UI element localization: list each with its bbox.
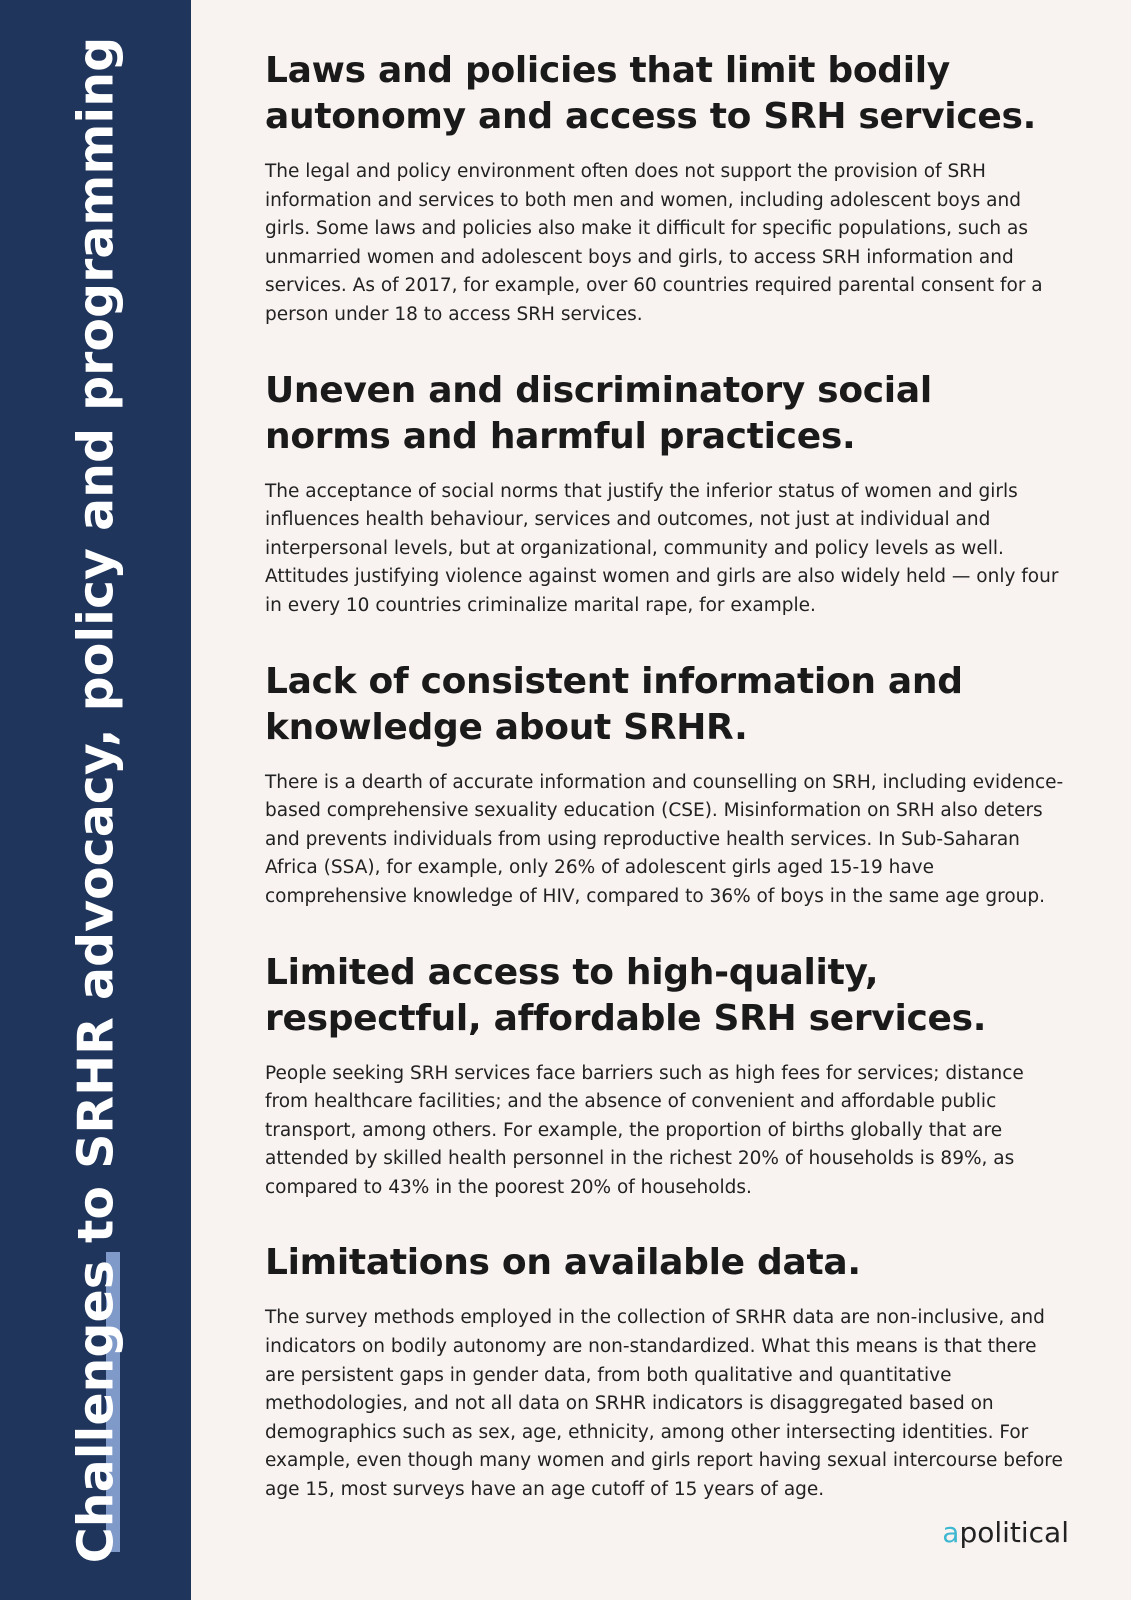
section-information-knowledge <box>265 659 1065 912</box>
logo-accent-letter: a <box>942 1516 960 1549</box>
section-body: The acceptance of social norms that justify the inferior status of women and girls influences health behaviour, services and outcomes, not just at individual and interpersonal levels, but at organizational, community and policy levels as well. Attitudes justifying violence against women and girls are also widely held — only four in every 10 countries criminalize marital rape, for example. <box>265 480 1059 616</box>
apolitical-logo <box>942 1516 1069 1549</box>
logo-wordmark: political <box>959 1516 1069 1549</box>
section-body: The survey methods employed in the collection of SRHR data are non-inclusive, and indicators on bodily autonomy are non-standardized. What this means is that there are persistent gaps in gender data, from both qualitative and quantitative methodologies, and not all data on SRHR indicators is disaggregated based on demographics such as sex, age, ethnicity, among other intersecting identities. For example, even though many women and girls report having sexual intercourse before age 15, most surveys have an age cutoff of 15 years of age. <box>265 1307 1063 1501</box>
section-laws-policies <box>265 48 1065 330</box>
section-heading: Limited access to high-quality, respectful, affordable SRH services. <box>265 951 987 1039</box>
main-content <box>265 48 1065 1543</box>
section-body: There is a dearth of accurate information and counselling on SRH, including evidence-based comprehensive sexuality education (CSE). Misinformation on SRH also deters and prevents individuals from using reproductive health services. In Sub-Saharan Africa (SSA), for example, only 26% of adolescent girls aged 15-19 have comprehensive knowledge of HIV, compared to 36% of boys in the same age group. <box>265 771 1064 907</box>
section-heading: Uneven and discriminatory social norms and harmful practices. <box>265 369 932 457</box>
section-access-services <box>265 950 1065 1203</box>
section-body: The legal and policy environment often does not support the provision of SRH information and services to both men and women, including adolescent boys and girls. Some laws and policies also make it difficult for specific populations, such as unmarried women and adolescent boys and girls, to access SRH information and services. As of 2017, for example, over 60 countries required parental consent for a person under 18 to access SRH services. <box>265 161 1043 325</box>
section-body: People seeking SRH services face barriers such as high fees for services; distance from healthcare facilities; and the absence of convenient and affordable public transport, among others. For example, the proportion of births globally that are attended by skilled health personnel in the richest 20% of households is 89%, as compared to 43% in the poorest 20% of households. <box>265 1062 1024 1198</box>
sidebar <box>0 0 191 1600</box>
sidebar-title: Challenges to SRHR advocacy, policy and programming <box>67 36 125 1564</box>
section-data-limitations <box>265 1240 1065 1504</box>
section-heading: Laws and policies that limit bodily autonomy and access to SRH services. <box>265 50 1036 137</box>
section-heading: Limitations on available data. <box>265 1242 861 1284</box>
section-heading: Lack of consistent information and knowledge about SRHR. <box>265 660 963 748</box>
section-social-norms <box>265 368 1065 621</box>
